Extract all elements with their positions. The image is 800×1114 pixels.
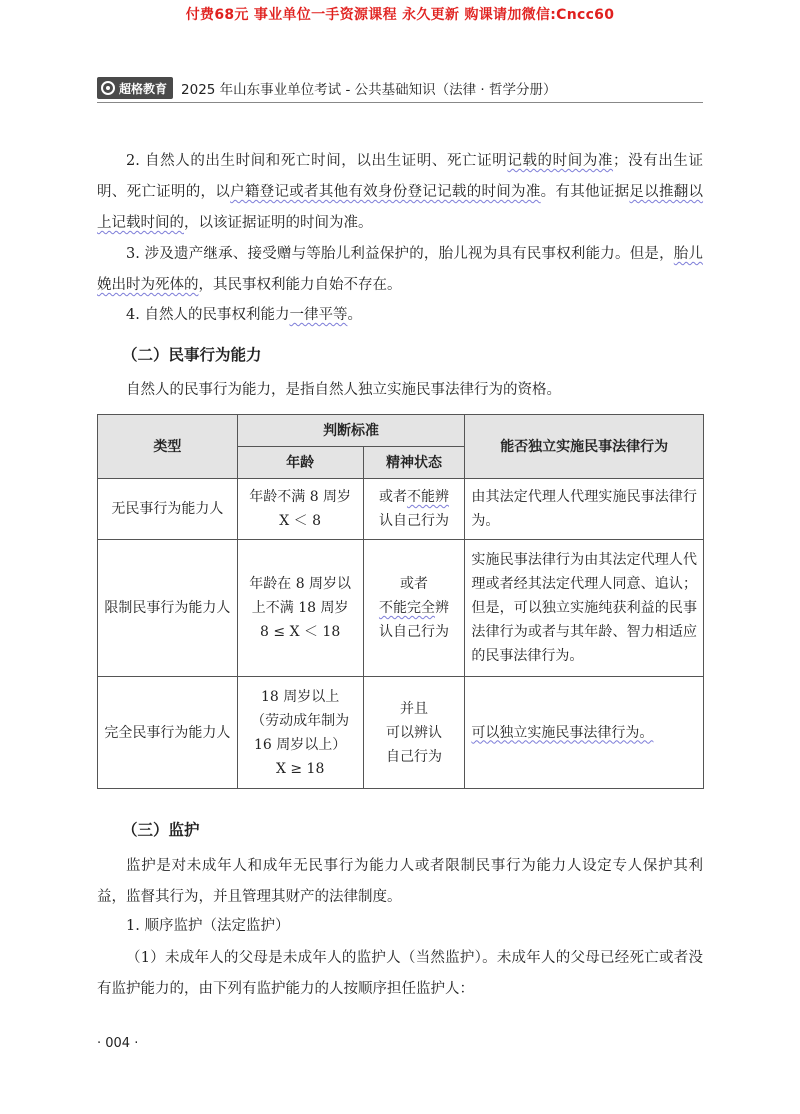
paragraph-2: 2. 自然人的出生时间和死亡时间，以出生证明、死亡证明记载的时间为准；没有出生证明、死亡证明的，以户籍登记或者其他有效身份登记记载的时间为准。有其他证据足以推翻以上记载时间的，以该证据证明的时间为准。 <box>97 153 704 231</box>
cell-age: 年龄在 8 周岁以 上不满 18 周岁 8 ≤ X ＜ 18 <box>237 540 363 677</box>
capacity-intro: 自然人的民事行为能力，是指自然人独立实施民事法律行为的资格。 <box>126 382 561 398</box>
table-header-row <box>98 415 704 447</box>
section-heading-capacity: （二）民事行为能力 <box>122 346 262 364</box>
cell-age: 18 周岁以上 （劳动成年制为 16 周岁以上） X ≥ 18 <box>237 677 363 789</box>
paragraph-4: 4. 自然人的民事权利能力一律平等。 <box>126 307 362 323</box>
cell-type: 完全民事行为能力人 <box>98 677 238 789</box>
section-heading-guardianship: （三）监护 <box>122 821 200 839</box>
promo-banner: 付费68元 事业单位一手资源课程 永久更新 购课请加微信:Cncc60 <box>185 7 615 23</box>
cell-mental: 并且 可以辨认 自己行为 <box>363 677 465 789</box>
cell-ability: 由其法定代理人代理实施民事法律行为。 <box>465 479 704 540</box>
table-row <box>98 479 704 540</box>
header-title: 2025 年山东事业单位考试 - 公共基础知识（法律 · 哲学分册） <box>181 82 557 98</box>
header-type: 类型 <box>98 415 238 479</box>
table-row <box>98 540 704 677</box>
guardianship-subheading: 1. 顺序监护（法定监护） <box>126 918 290 934</box>
logo-text: 超格教育 <box>119 81 168 96</box>
brand-logo <box>97 77 173 99</box>
page-number: · 004 · <box>97 1036 139 1051</box>
cell-type: 无民事行为能力人 <box>98 479 238 540</box>
guardianship-item-1: （1）未成年人的父母是未成年人的监护人（当然监护）。未成年人的父母已经死亡或者没有监护能力的，由下列有监护能力的人按顺序担任监护人： <box>97 950 703 997</box>
header-age: 年龄 <box>237 447 363 479</box>
cell-type: 限制民事行为能力人 <box>98 540 238 677</box>
guardianship-intro: 监护是对未成年人和成年无民事行为能力人或者限制民事行为能力人设定专人保护其利益，监督其行为，并且管理其财产的法律制度。 <box>97 858 703 905</box>
header-criteria: 判断标准 <box>237 415 465 447</box>
header-mental: 精神状态 <box>363 447 465 479</box>
cell-mental: 或者不能辨 认自己行为 <box>363 479 465 540</box>
cell-ability: 可以独立实施民事法律行为。 <box>465 677 704 789</box>
cell-ability: 实施民事法律行为由其法定代理人代理或者经其法定代理人同意、追认；但是，可以独立实施纯获利益的民事法律行为或者与其年龄、智力相适应的民事法律行为。 <box>465 540 704 677</box>
cell-age: 年龄不满 8 周岁 X ＜ 8 <box>237 479 363 540</box>
capacity-table <box>97 414 704 789</box>
table-row <box>98 677 704 789</box>
paragraph-3: 3. 涉及遗产继承、接受赠与等胎儿利益保护的，胎儿视为具有民事权利能力。但是，胎儿娩出时为死体的，其民事权利能力自始不存在。 <box>97 246 703 293</box>
header-ability: 能否独立实施民事法律行为 <box>465 415 704 479</box>
logo-icon <box>101 81 115 95</box>
cell-mental: 或者 不能完全辨 认自己行为 <box>363 540 465 677</box>
page-header <box>97 74 703 103</box>
